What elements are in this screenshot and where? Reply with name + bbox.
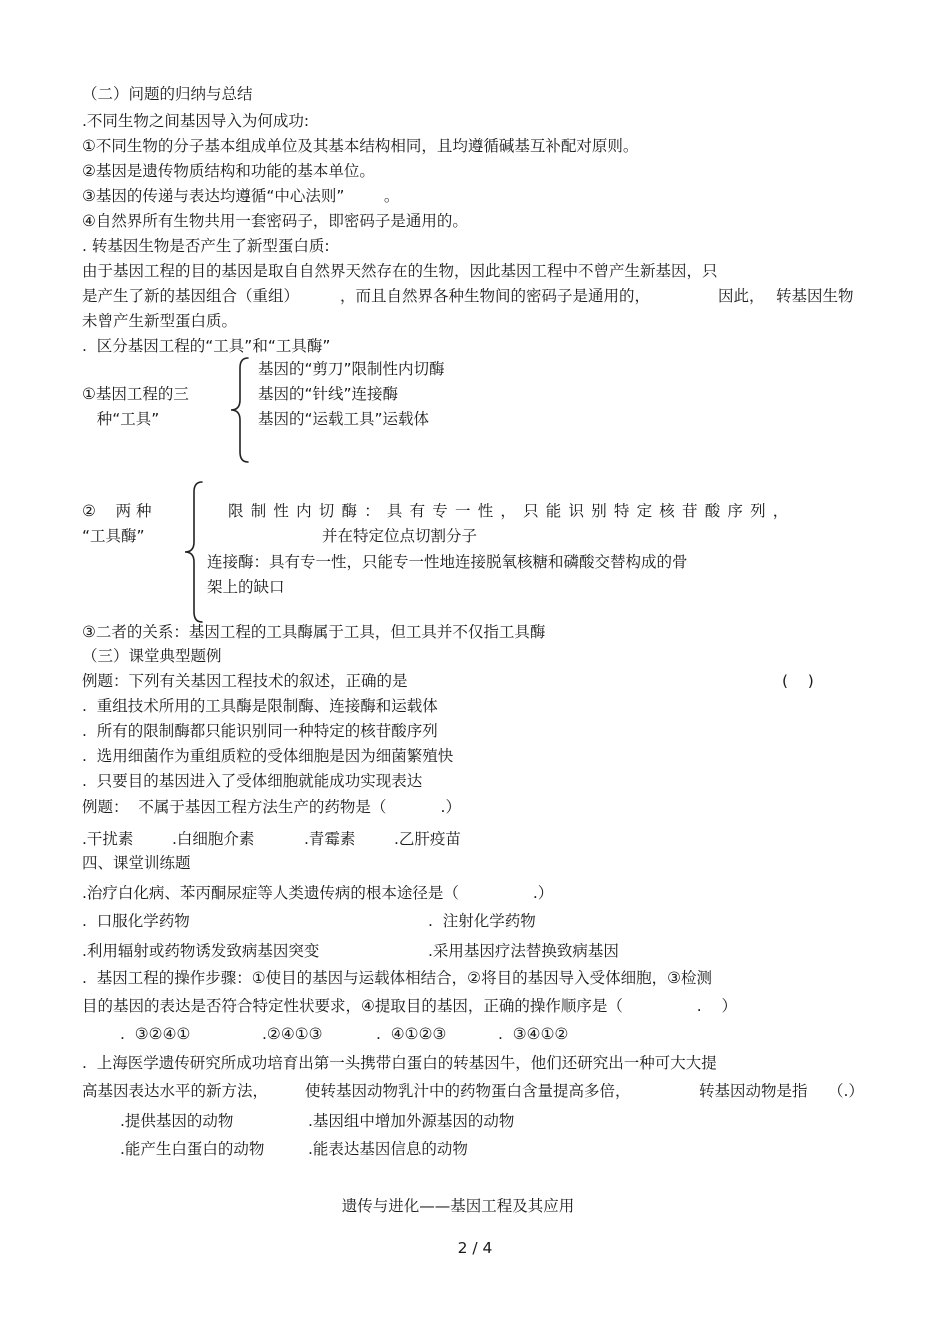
exercise-3-line-2a: 高基因表达水平的新方法， — [82, 1082, 269, 1100]
q1-point-1: ①不同生物的分子基本组成单位及其基本结构相同，且均遵循碱基互补配对原则。 — [82, 137, 639, 155]
exercise-2-line-1: . 基因工程的操作步骤：①使目的基因与运载体相结合，②将目的基因导入受体细胞，③检测 — [82, 969, 712, 987]
tools-relation: ③二者的关系：基因工程的工具酶属于工具，但工具并不仅指工具酶 — [82, 623, 546, 641]
example-1-option-c: . 选用细菌作为重组质粒的受体细胞是因为细菌繁殖快 — [82, 747, 454, 765]
example-2-stem: 例题： 不属于基因工程方法生产的药物是（ .） — [82, 798, 461, 816]
enzyme-ligase-line-1: 连接酶：具有专一性，只能专一性地连接脱氧核糖和磷酸交替构成的骨 — [207, 553, 688, 571]
example-1-answer-bracket: ( ) — [782, 672, 814, 690]
section2-heading: （二）问题的归纳与总结 — [82, 85, 253, 103]
tools-label-2: 种“工具” — [82, 410, 160, 428]
exercise-1-stem: .治疗白化病、苯丙酮尿症等人类遗传病的根本途径是（ .） — [82, 884, 554, 902]
example-2-option-a: .干扰素 — [82, 830, 134, 848]
q2-line-2d: 转基因生物 — [776, 287, 854, 305]
example-1-option-a: . 重组技术所用的工具酶是限制酶、连接酶和运载体 — [82, 697, 438, 715]
exercise-3-option-d: .能表达基因信息的动物 — [308, 1140, 468, 1158]
exercise-3-line-2c: 转基因动物是指 — [699, 1082, 808, 1100]
q2-line-3: 未曾产生新型蛋白质。 — [82, 312, 238, 330]
q2-line-1: 由于基因工程的目的基因是取自自然界天然存在的生物，因此基因工程中不曾产生新基因，只 — [82, 262, 718, 280]
enzyme-restriction-line-1: 限制性内切酶：具有专一性，只能识别特定核苷酸序列， — [228, 502, 796, 520]
page-number: 2 / 4 — [457, 1239, 493, 1257]
footer-title: 遗传与进化——基因工程及其应用 — [341, 1197, 575, 1215]
exercise-2-option-c: . ④①②③ — [376, 1025, 447, 1043]
q2-line-2c: 因此， — [718, 287, 765, 305]
tool-scissors: 基因的“剪刀”限制性内切酶 — [258, 360, 445, 378]
q2-line-2a: 是产生了新的基因组合（重组） — [82, 287, 300, 305]
example-1-stem: 例题：下列有关基因工程技术的叙述，正确的是 — [82, 672, 408, 690]
enzyme-ligase-line-2: 架上的缺口 — [207, 578, 285, 596]
q2-title: . 转基因生物是否产生了新型蛋白质: — [82, 237, 330, 255]
enzymes-label-2: “工具酶” — [82, 527, 145, 545]
enzyme-restriction-line-2: 并在特定位点切割分子 — [322, 527, 478, 545]
example-2-option-d: .乙肝疫苗 — [394, 830, 461, 848]
q1-point-4: ④自然界所有生物共用一套密码子，即密码子是通用的。 — [82, 212, 468, 230]
exercise-1-option-c: .利用辐射或药物诱发致病基因突变 — [82, 942, 320, 960]
enzymes-brace-icon — [180, 480, 206, 626]
exercise-3-option-c: .能产生白蛋白的动物 — [120, 1140, 265, 1158]
exercise-3-option-b: .基因组中增加外源基因的动物 — [308, 1112, 515, 1130]
exercise-3-line-2b: 使转基因动物乳汁中的药物蛋白含量提高多倍， — [305, 1082, 631, 1100]
exercise-2-option-d: . ③④①② — [498, 1025, 569, 1043]
tools-brace-icon — [226, 356, 252, 466]
exercise-1-option-b: . 注射化学药物 — [428, 912, 536, 930]
exercise-2-line-2: 目的基因的表达是否符合特定性状要求，④提取目的基因，正确的操作顺序是（ . ） — [82, 997, 737, 1015]
q1-title: .不同生物之间基因导入为何成功: — [82, 112, 310, 130]
section3-heading: （三）课堂典型题例 — [82, 647, 222, 665]
tool-needle: 基因的“针线”连接酶 — [258, 385, 399, 403]
q2-line-2b: ，而且自然界各种生物间的密码子是通用的， — [340, 287, 651, 305]
exercise-1-option-a: . 口服化学药物 — [82, 912, 190, 930]
exercise-1-option-d: .采用基因疗法替换致病基因 — [428, 942, 619, 960]
exercise-2-option-a: . ③②④① — [120, 1025, 191, 1043]
example-1-option-d: . 只要目的基因进入了受体细胞就能成功实现表达 — [82, 772, 423, 790]
example-2-option-b: .白细胞介素 — [172, 830, 255, 848]
example-1-option-b: . 所有的限制酶都只能识别同一种特定的核苷酸序列 — [82, 722, 438, 740]
section4-heading: 四、课堂训练题 — [82, 854, 191, 872]
q1-point-2: ②基因是遗传物质结构和功能的基本单位。 — [82, 162, 375, 180]
exercise-2-option-b: .②④①③ — [262, 1025, 323, 1043]
exercise-3-option-a: .提供基因的动物 — [120, 1112, 234, 1130]
example-2-option-c: .青霉素 — [304, 830, 356, 848]
exercise-3-line-2d: （.） — [828, 1082, 864, 1100]
q1-point-3: ③基因的传递与表达均遵循“中心法则” 。 — [82, 187, 400, 205]
exercise-3-line-1: . 上海医学遗传研究所成功培育出第一头携带白蛋白的转基因牛，他们还研究出一种可大大提 — [82, 1054, 717, 1072]
enzymes-label-1: ② 两 种 — [82, 502, 152, 520]
tools-label-1: ①基因工程的三 — [82, 385, 189, 403]
tool-vector: 基因的“运载工具”运载体 — [258, 410, 430, 428]
q3-title: . 区分基因工程的“工具”和“工具酶” — [82, 337, 331, 355]
